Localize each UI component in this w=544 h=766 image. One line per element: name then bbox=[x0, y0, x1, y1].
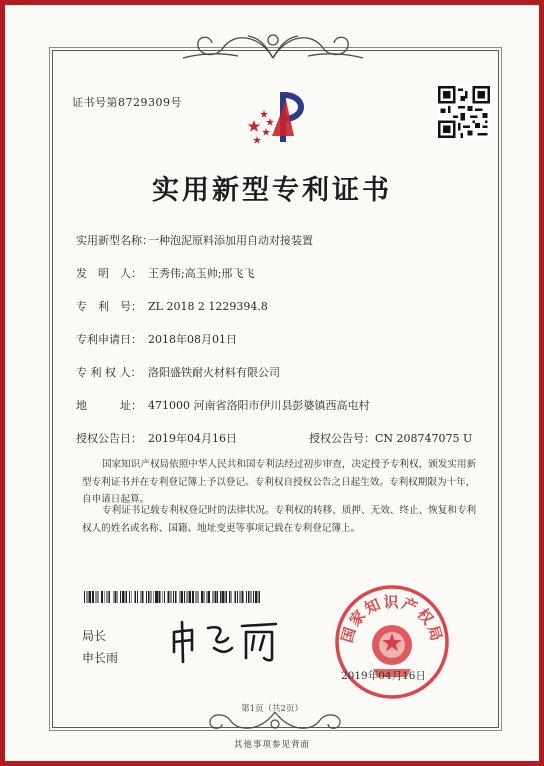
footer-note: 其他事项参见背面 bbox=[233, 740, 310, 750]
field-value: ZL 2018 2 1229394.8 bbox=[148, 300, 268, 313]
top-ornament bbox=[178, 28, 368, 62]
field-label: 专 利 号： bbox=[76, 300, 142, 313]
field-label: 专 利 权 人： bbox=[76, 366, 142, 379]
sipo-emblem bbox=[242, 88, 312, 146]
field-patentee bbox=[76, 364, 280, 380]
seal-date: 2019年04月16日 bbox=[341, 670, 426, 682]
field-value: 471000 河南省洛阳市伊川县彭婆镇西高屯村 bbox=[148, 399, 370, 412]
field-value: 洛阳盛铁耐火材料有限公司 bbox=[148, 366, 280, 379]
page-number: 第1页（共2页） bbox=[241, 704, 303, 714]
field-utility-model-name bbox=[76, 232, 313, 248]
director-title: 局长 bbox=[82, 629, 107, 643]
field-value: 王秀伟;高玉帅;邢飞飞 bbox=[148, 267, 255, 280]
field-filing-date bbox=[76, 331, 237, 347]
field-address bbox=[76, 397, 370, 413]
field-label: 授权公告号： bbox=[309, 432, 375, 445]
field-value: CN 208747075 U bbox=[375, 432, 473, 445]
bottom-ornament bbox=[190, 708, 360, 734]
official-seal bbox=[333, 583, 451, 701]
field-grant bbox=[76, 430, 472, 446]
director-name: 申长雨 bbox=[82, 651, 119, 665]
legal-status-statement: 专利证书记载专利权登记时的法律状况。专利权的转移、质押、无效、终止、恢复和专利权人的姓名或名称、国籍、地址变更等事项记载在专利登记簿上。 bbox=[82, 505, 477, 534]
certificate-number: 证书号第8729309号 bbox=[72, 96, 182, 109]
grant-statement: 国家知识产权局依照中华人民共和国专利法经过初步审查，决定授予专利权，颁发实用新型专利证书并在专利登记簿上予以登记。专利权自授权公告之日起生效。专利权期限为十年，自申请日起算。 bbox=[82, 459, 477, 505]
certificate-title: 实用新型专利证书 bbox=[152, 175, 392, 206]
barcode bbox=[84, 591, 260, 603]
field-inventors bbox=[76, 265, 254, 281]
field-label: 专利申请日： bbox=[76, 333, 142, 346]
field-label: 发 明 人： bbox=[76, 267, 142, 280]
field-label: 地 址： bbox=[76, 399, 142, 412]
field-value: 一种泡泥原料添加用自动对接装置 bbox=[148, 234, 313, 247]
field-patent-number bbox=[76, 298, 268, 314]
field-value: 2018年08月01日 bbox=[148, 333, 237, 346]
field-value: 2019年04月16日 bbox=[148, 432, 237, 445]
field-label: 实用新型名称： bbox=[76, 234, 153, 247]
director-signature bbox=[168, 618, 288, 664]
qr-code bbox=[438, 86, 490, 138]
field-label: 授权公告日： bbox=[76, 432, 142, 445]
svg-text:国家知识产权局: 国家知识产权局 bbox=[337, 593, 447, 645]
